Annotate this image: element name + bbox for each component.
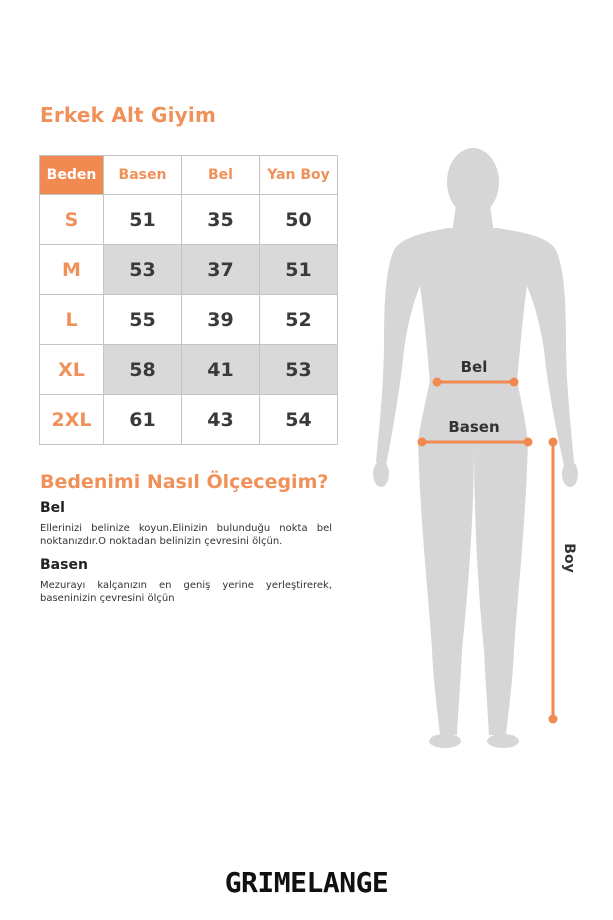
basen-value: 61 — [104, 395, 182, 445]
basen-guide-title: Basen — [40, 557, 88, 573]
size-label: S — [40, 195, 104, 245]
yan-boy-value: 53 — [260, 345, 338, 395]
bel-value: 41 — [182, 345, 260, 395]
bel-guide-text: Ellerinizi belinize koyun.Elinizin bulunduğu nokta bel noktanızdır.O noktadan belinizin çevresini ölçün. — [40, 523, 332, 547]
basen-value: 53 — [104, 245, 182, 295]
header-yan-boy: Yan Boy — [260, 156, 338, 195]
bel-value: 43 — [182, 395, 260, 445]
bel-guide-title: Bel — [40, 500, 65, 516]
size-label: 2XL — [40, 395, 104, 445]
basen-value: 51 — [104, 195, 182, 245]
measure-guide-heading: Bedenimi Nasıl Ölçecegim? — [40, 471, 329, 493]
bel-value: 37 — [182, 245, 260, 295]
yan-boy-value: 51 — [260, 245, 338, 295]
basen-guide-text: Mezurayı kalçanızın en geniş yerine yerleştirerek, baseninizin çevresini ölçün — [40, 580, 332, 604]
header-basen: Basen — [104, 156, 182, 195]
bel-value: 39 — [182, 295, 260, 345]
boy-measure-line — [549, 438, 558, 724]
body-silhouette — [373, 148, 578, 748]
size-label: L — [40, 295, 104, 345]
basen-figure-label: Basen — [448, 418, 500, 436]
size-label: M — [40, 245, 104, 295]
header-beden: Beden — [40, 156, 104, 195]
header-bel: Bel — [182, 156, 260, 195]
boy-figure-label: Boy — [561, 543, 577, 573]
yan-boy-value: 54 — [260, 395, 338, 445]
brand-logo: GRIMELANGE — [224, 866, 389, 899]
basen-value: 58 — [104, 345, 182, 395]
size-label: XL — [40, 345, 104, 395]
yan-boy-value: 52 — [260, 295, 338, 345]
yan-boy-value: 50 — [260, 195, 338, 245]
bel-value: 35 — [182, 195, 260, 245]
bel-figure-label: Bel — [460, 358, 488, 376]
page-title: Erkek Alt Giyim — [40, 103, 216, 127]
basen-value: 55 — [104, 295, 182, 345]
